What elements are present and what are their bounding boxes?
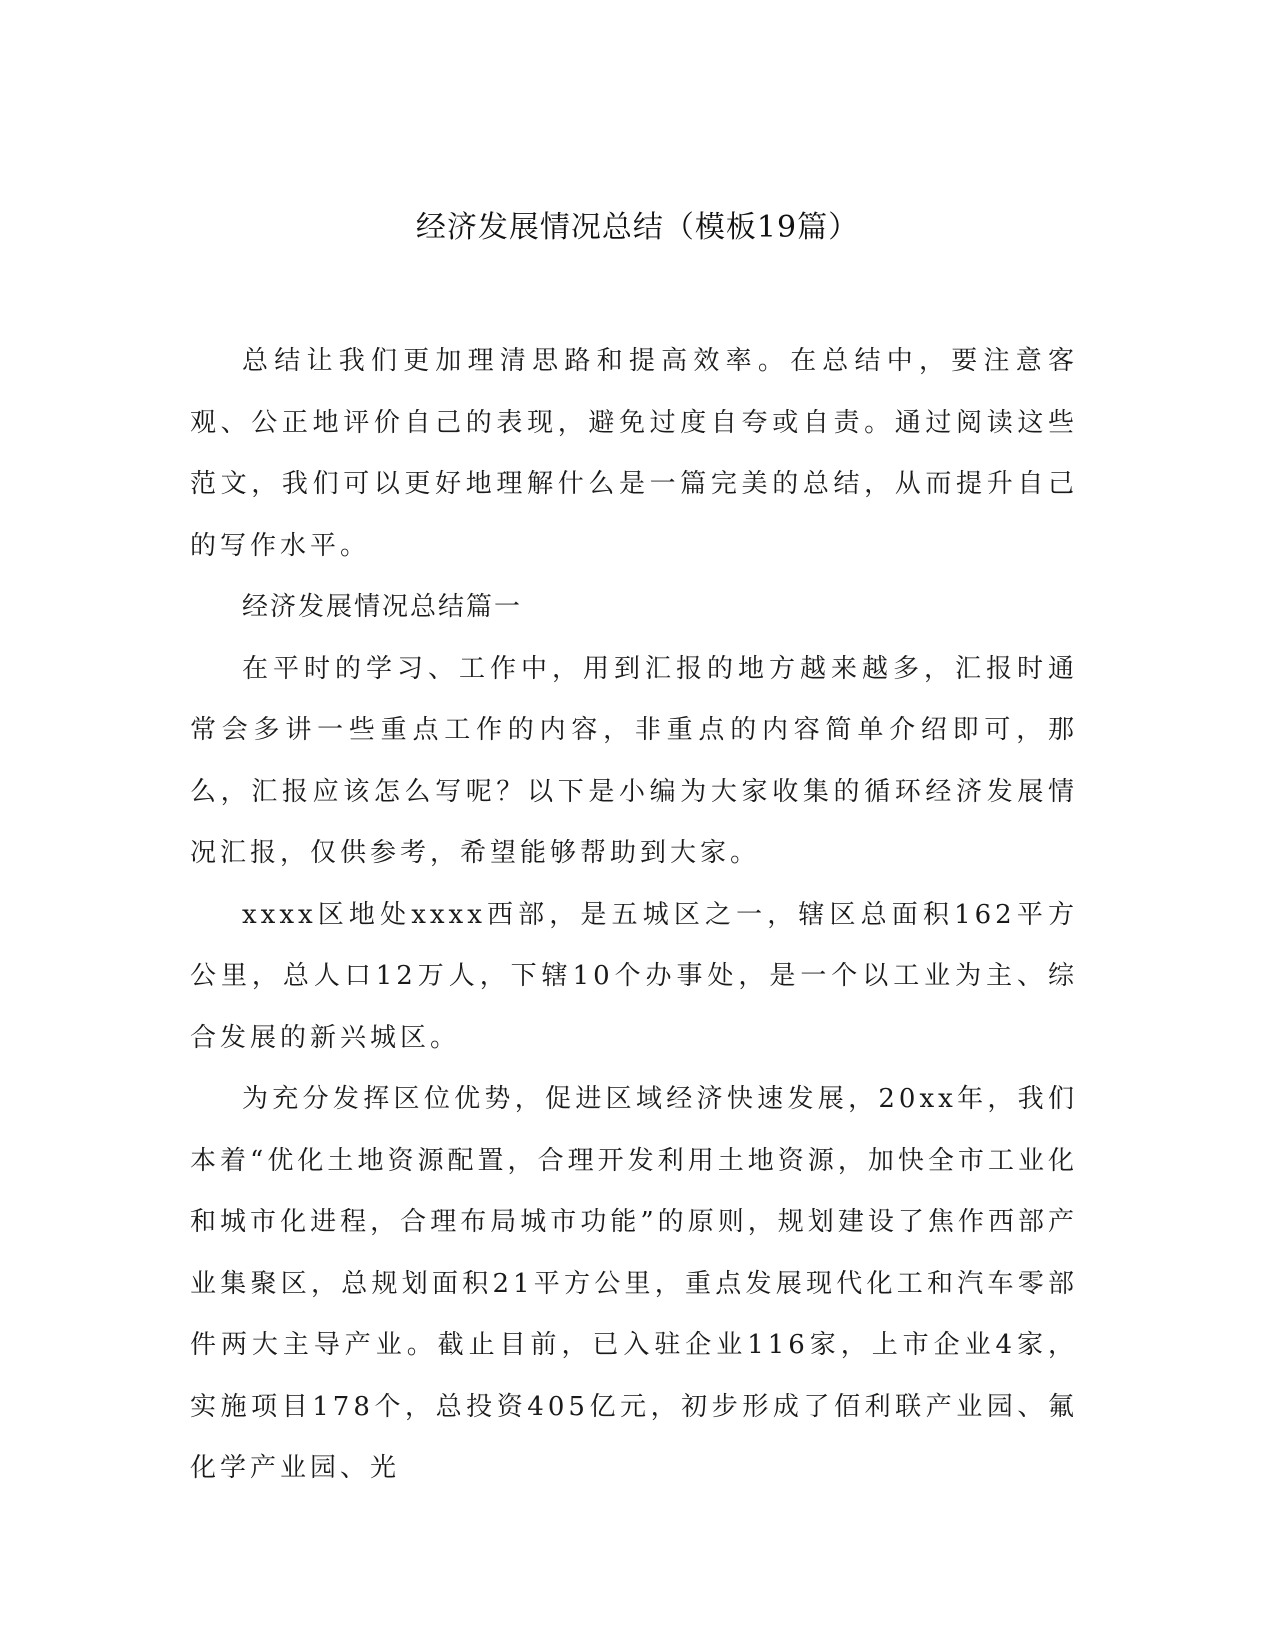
paragraph-development: 为充分发挥区位优势，促进区域经济快速发展，20xx年，我们本着“优化土地资源配置，合理开发利用土地资源，加快全市工业化和城市化进程，合理布局城市功能”的原则，规划建设了焦作西部产业集聚区，总规划面积21平方公里，重点发展现代化工和汽车零部件两大主导产业。截止目前，已入驻企业116家，上市企业4家，实施项目178个，总投资405亿元，初步形成了佰利联产业园、氟化学产业园、光 xyxy=(190,1084,1078,1483)
paragraph-district: xxxx区地处xxxx西部，是五城区之一，辖区总面积162平方公里，总人口12万人，下辖10个办事处，是一个以工业为主、综合发展的新兴城区。 xyxy=(190,899,1078,1053)
paragraph-intro: 总结让我们更加理清思路和提高效率。在总结中，要注意客观、公正地评价自己的表现，避免过度自夸或自责。通过阅读这些范文，我们可以更好地理解什么是一篇完美的总结，从而提升自己的写作水平。 xyxy=(190,346,1078,561)
document-body xyxy=(190,331,1078,1500)
section-heading: 经济发展情况总结篇一 xyxy=(242,592,523,622)
document-title: 经济发展情况总结（模板19篇） xyxy=(415,210,860,245)
paragraph-report: 在平时的学习、工作中，用到汇报的地方越来越多，汇报时通常会多讲一些重点工作的内容，非重点的内容简单介绍即可，那么，汇报应该怎么写呢？以下是小编为大家收集的循环经济发展情况汇报，仅供参考，希望能够帮助到大家。 xyxy=(190,653,1078,868)
